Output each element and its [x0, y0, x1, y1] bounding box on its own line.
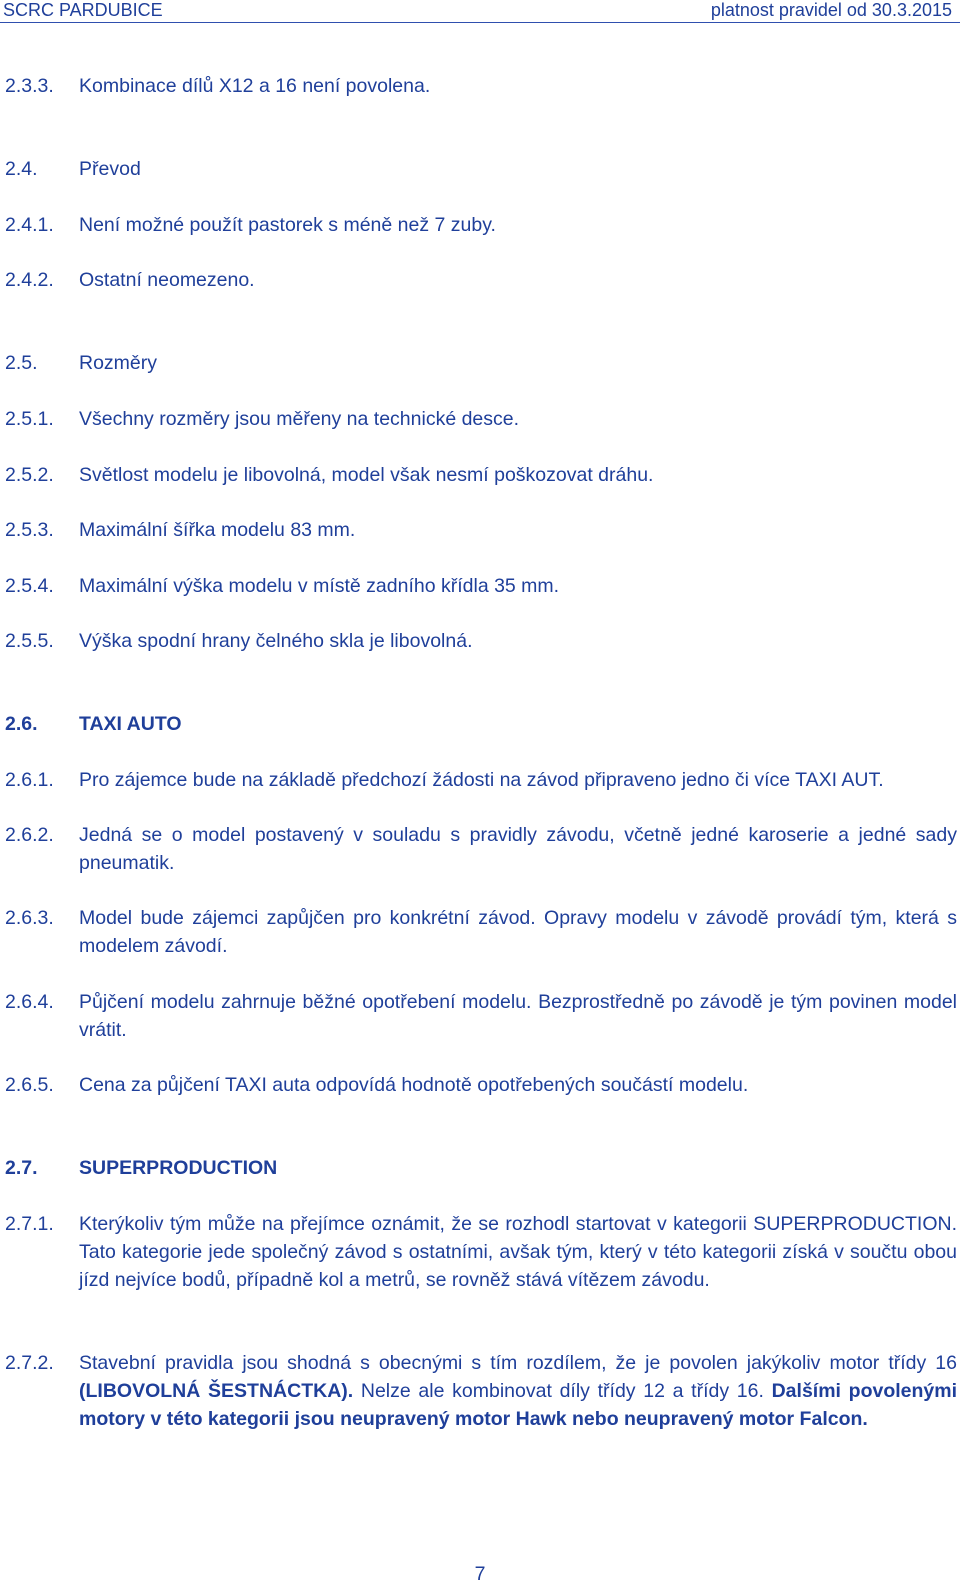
rule-number: 2.6.4.: [5, 991, 54, 1013]
section-number: 2.4.: [5, 158, 38, 180]
rule-number: 2.7.1.: [5, 1213, 54, 1235]
header-validity: platnost pravidel od 30.3.2015: [710, 0, 952, 20]
rule-text: Kombinace dílů X12 a 16 není povolena.: [79, 75, 431, 97]
rule-number: 2.5.1.: [5, 408, 54, 430]
section-number: 2.6.: [5, 713, 38, 735]
rule-number: 2.6.2.: [5, 824, 54, 846]
rule-text: Půjčení modelu zahrnuje běžné opotřebení modelu. Bezprostředně po závodě je tým povinen model vrátit.: [79, 991, 957, 1041]
section-title: Převod: [79, 158, 141, 180]
rule-number: 2.6.3.: [5, 907, 54, 929]
rule-text-bold: Dalšími povolenými motory v této kategorii jsou neupravený motor Hawk nebo neupravený motor Falcon.: [79, 1380, 958, 1430]
section-number: 2.7.: [5, 1157, 38, 1179]
rule-number: 2.6.5.: [5, 1074, 54, 1096]
rule-text: Všechny rozměry jsou měřeny na technické desce.: [79, 408, 520, 430]
rule-number: 2.7.2.: [5, 1352, 54, 1374]
rule-number: 2.5.3.: [5, 519, 54, 541]
rule-text: Ostatní neomezeno.: [79, 269, 255, 291]
rule-text: Světlost modelu je libovolná, model však nesmí poškozovat dráhu.: [79, 464, 654, 486]
rule-text-bold: (LIBOVOLNÁ ŠESTNÁCTKA).: [79, 1380, 354, 1402]
header-organization: SCRC PARDUBICE: [3, 0, 163, 20]
rule-text: Jedná se o model postavený v souladu s pravidly závodu, včetně jedné karoserie a jedné sady pneumatik.: [79, 824, 957, 874]
rule-text: [79, 1349, 957, 1433]
rule-number: 2.4.2.: [5, 269, 54, 291]
section-number: 2.5.: [5, 352, 38, 374]
section-title: SUPERPRODUCTION: [79, 1157, 278, 1179]
rule-text-part: Stavební pravidla jsou shodná s obecnými s tím rozdílem, že je povolen jakýkoliv motor třídy 16: [79, 1352, 957, 1374]
rule-text: Kterýkoliv tým může na přejímce oznámit, že se rozhodl startovat v kategorii SUPERPRODUCTION. Tato kategorie jede společný závod s ostatními, avšak tým, který v této kategorii získá v součtu obou jízd nejvíce bodů, případně kol a metrů, se rovněž stává vítězem závodu.: [79, 1213, 957, 1291]
rule-number: 2.6.1.: [5, 769, 54, 791]
rule-number: 2.3.3.: [5, 75, 54, 97]
rule-text: Cena za půjčení TAXI auta odpovídá hodnotě opotřebených součástí modelu.: [79, 1074, 749, 1096]
rule-text: Maximální šířka modelu 83 mm.: [79, 519, 356, 541]
rule-text: Model bude zájemci zapůjčen pro konkrétní závod. Opravy modelu v závodě provádí tým, která s modelem závodí.: [79, 907, 957, 957]
page-number: 7: [474, 1563, 486, 1585]
rule-text: Pro zájemce bude na základě předchozí žádosti na závod připraveno jedno či více TAXI AUT.: [79, 769, 884, 791]
rule-number: 2.5.5.: [5, 630, 54, 652]
rule-text: Maximální výška modelu v místě zadního křídla 35 mm.: [79, 575, 560, 597]
rule-number: 2.5.2.: [5, 464, 54, 486]
rule-text-part: Nelze ale kombinovat díly třídy 12 a třídy 16.: [353, 1380, 772, 1402]
page-header: [0, 0, 960, 22]
section-title: TAXI AUTO: [79, 713, 182, 735]
rule-number: 2.4.1.: [5, 214, 54, 236]
rule-text: Není možné použít pastorek s méně než 7 zuby.: [79, 214, 496, 236]
header-rule: [0, 22, 960, 23]
rule-text: Výška spodní hrany čelného skla je libovolná.: [79, 630, 473, 652]
section-title: Rozměry: [79, 352, 158, 374]
rule-number: 2.5.4.: [5, 575, 54, 597]
